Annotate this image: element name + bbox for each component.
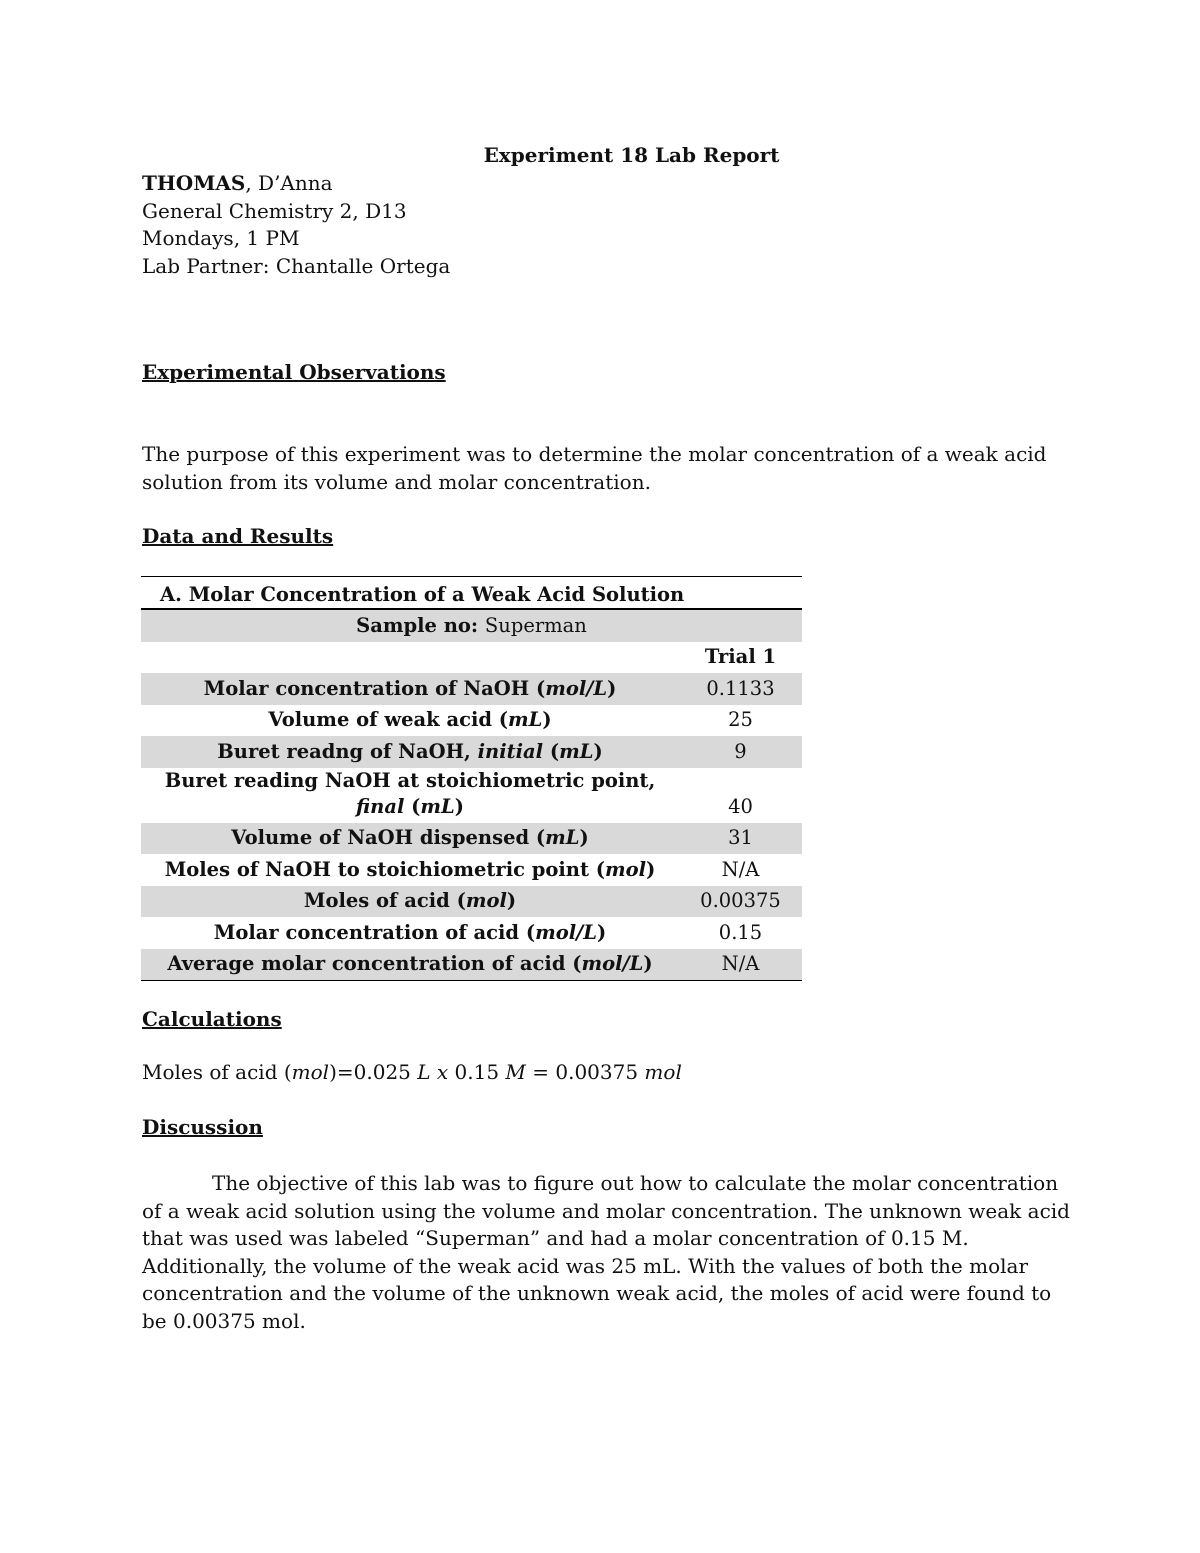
- row-label-close: ): [454, 794, 464, 818]
- row-label-close: ): [506, 889, 517, 912]
- row-label: [141, 768, 679, 823]
- row-label: [141, 825, 679, 854]
- table-row: [141, 736, 802, 768]
- table-row: [141, 705, 802, 737]
- table-row: [141, 823, 802, 855]
- table-row: [141, 886, 802, 918]
- row-value: 40: [728, 794, 753, 818]
- author-last-name: THOMAS: [142, 171, 246, 195]
- report-title: Experiment 18 Lab Report: [483, 143, 780, 167]
- row-label-text: Average molar concentration of acid (: [167, 952, 582, 975]
- row-label: [141, 676, 679, 705]
- row-label-text: Buret reading NaOH at stoichiometric point,: [164, 768, 656, 792]
- calculation-equation: [142, 1060, 682, 1084]
- discussion-heading: Discussion: [142, 1115, 263, 1139]
- row-label: [141, 920, 679, 949]
- table-caption: A. Molar Concentration of a Weak Acid Solution: [141, 577, 802, 610]
- observations-heading: Experimental Observations: [142, 360, 446, 384]
- row-label-close: ): [643, 952, 653, 975]
- row-label: [141, 951, 679, 980]
- row-value: 0.1133: [706, 676, 775, 700]
- row-label-text: Moles of acid (: [303, 889, 466, 912]
- sample-row: [141, 610, 802, 642]
- results-table: [141, 576, 802, 981]
- table-row: [141, 949, 802, 981]
- row-label-text: Volume of weak acid (: [268, 708, 509, 731]
- row-unit: mol: [465, 889, 507, 912]
- author-first-name: , D’Anna: [245, 171, 333, 195]
- course-name: General Chemistry 2, D13: [142, 198, 407, 223]
- row-value: N/A: [721, 857, 760, 881]
- row-value: 31: [728, 826, 753, 849]
- author-name: [142, 170, 450, 198]
- column-header-row: [141, 642, 802, 674]
- row-unit: mL: [559, 739, 594, 763]
- data-results-heading: Data and Results: [142, 524, 334, 548]
- equation-suffix: )=: [329, 1060, 354, 1084]
- row-unit: final: [355, 794, 405, 818]
- row-value: N/A: [721, 952, 760, 975]
- column-header-trial: Trial 1: [704, 645, 777, 668]
- row-label-mid: (: [543, 739, 560, 763]
- author-header: [142, 170, 450, 280]
- row-label: [141, 707, 679, 736]
- row-label-close: ): [579, 826, 589, 849]
- row-unit: mL: [420, 794, 455, 818]
- row-label-text: Moles of NaOH to stoichiometric point (: [164, 857, 606, 881]
- row-label-close: ): [596, 920, 607, 944]
- row-label: [141, 888, 679, 917]
- class-schedule: Mondays, 1 PM: [142, 226, 300, 250]
- row-unit: mol/L: [581, 952, 644, 975]
- equation-math: 0.025 𝐿 𝑥 0.15 𝑀 = 0.00375 𝑚𝑜𝑙: [353, 1060, 682, 1084]
- row-label: [141, 857, 679, 886]
- row-label-text: Molar concentration of acid (: [213, 920, 536, 944]
- row-label-mid: (: [404, 794, 421, 818]
- row-value: 25: [728, 708, 753, 731]
- row-label-text: Buret readng of NaOH,: [217, 739, 478, 763]
- row-unit: mL: [508, 708, 543, 731]
- row-unit: mol/L: [535, 920, 597, 944]
- row-label-close: ): [646, 857, 656, 881]
- equation-unit: mol: [291, 1060, 330, 1084]
- table-row: [141, 768, 802, 823]
- row-label: [141, 739, 679, 768]
- row-label-close: ): [607, 676, 617, 700]
- discussion-text: The objective of this lab was to figure out how to calculate the molar concentration of a weak acid solution using the volume and molar concentration. The unknown weak acid that was used was labeled “Superman” and had a molar concentration of 0.15 M. Additionally, the volume of the weak acid was 25 mL. With the values of both the molar concentration and the volume of the unknown weak acid, the moles of acid were found to be 0.00375 mol.: [142, 1171, 1070, 1333]
- row-value: 0.00375: [700, 889, 781, 912]
- row-label-text: Volume of NaOH dispensed (: [231, 826, 546, 849]
- table-row: [141, 673, 802, 705]
- row-value: 0.15: [718, 920, 763, 944]
- table-row: [141, 917, 802, 949]
- equation-prefix: Moles of acid (: [142, 1060, 292, 1084]
- row-unit: mL: [545, 826, 580, 849]
- row-unit: initial: [477, 739, 544, 763]
- sample-value: Superman: [484, 613, 587, 637]
- sample-cell: [141, 613, 802, 642]
- column-header-blank: [141, 670, 679, 673]
- row-label-close: ): [593, 739, 603, 763]
- row-unit: mol: [605, 857, 647, 881]
- row-value: 9: [734, 739, 747, 763]
- row-label-text: Molar concentration of NaOH (: [203, 676, 546, 700]
- sample-label: Sample no:: [356, 613, 479, 637]
- row-unit: mol/L: [545, 676, 608, 700]
- observations-text: The purpose of this experiment was to determine the molar concentration of a weak acid solution from its volume and molar concentration.: [142, 442, 1047, 494]
- lab-partner: Lab Partner: Chantalle Ortega: [142, 253, 451, 278]
- row-label-close: ): [542, 708, 552, 731]
- table-row: [141, 854, 802, 886]
- calculations-heading: Calculations: [142, 1007, 282, 1031]
